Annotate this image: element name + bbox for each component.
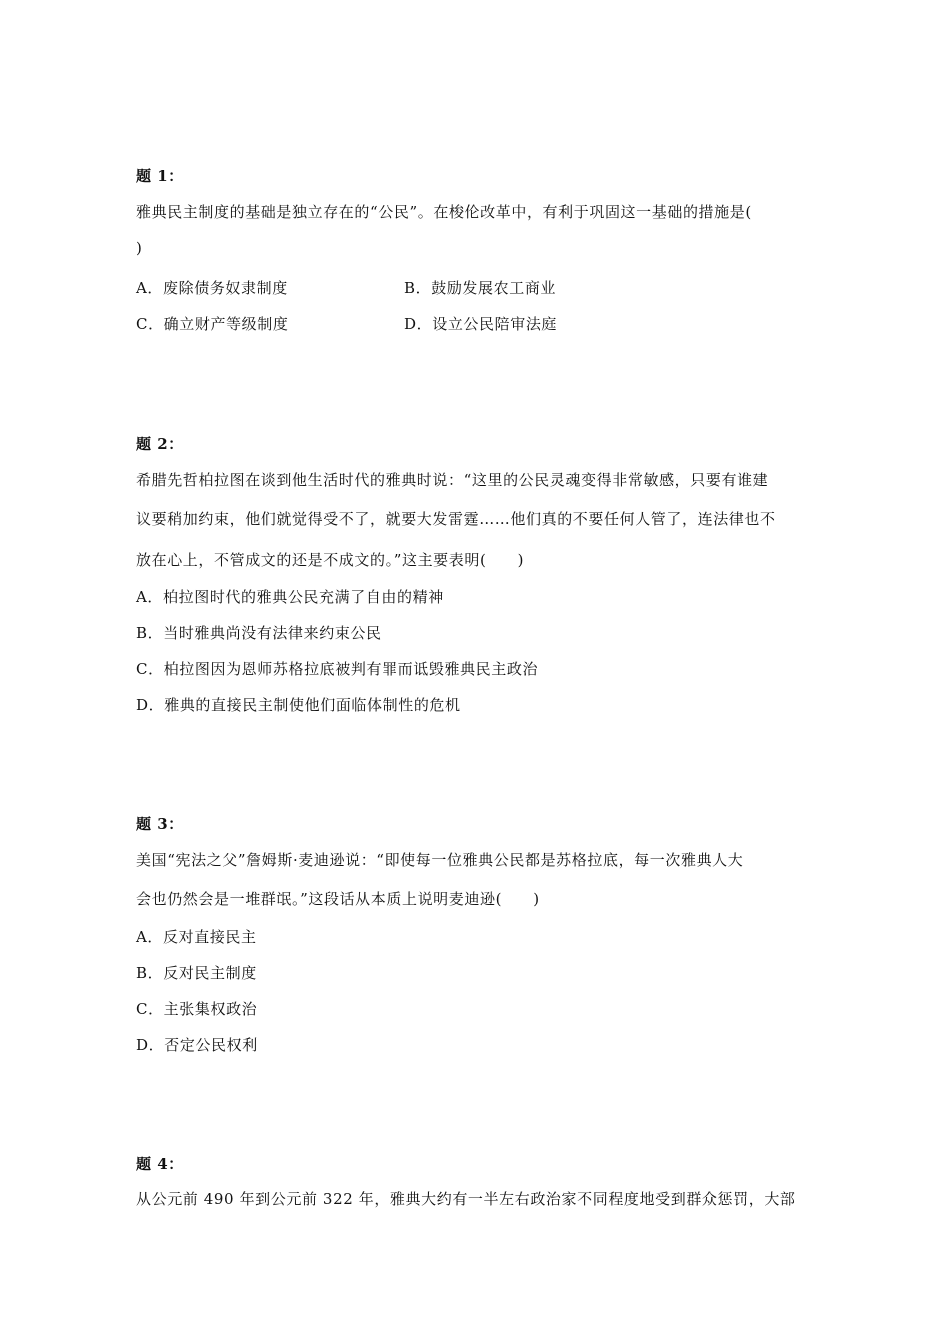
question-2-option-c: C．柏拉图因为恩师苏格拉底被判有罪而诋毁雅典民主政治 bbox=[136, 660, 539, 678]
question-3-title: 题 3： bbox=[136, 815, 184, 833]
question-2-option-b: B．当时雅典尚没有法律来约束公民 bbox=[136, 624, 382, 642]
question-3-option-d: D．否定公民权利 bbox=[136, 1036, 258, 1054]
question-3-stem-line-1: 美国“宪法之父”詹姆斯·麦迪逊说：“即使每一位雅典公民都是苏格拉底，每一次雅典人大 bbox=[136, 851, 744, 869]
question-3-stem-line-2: 会也仍然会是一堆群氓。”这段话从本质上说明麦迪逊( ) bbox=[136, 890, 540, 908]
question-3-option-b: B．反对民主制度 bbox=[136, 964, 257, 982]
question-2-stem-line-1: 希腊先哲柏拉图在谈到他生活时代的雅典时说：“这里的公民灵魂变得非常敏感，只要有谁建 bbox=[136, 471, 769, 489]
question-1-stem-line-1: 雅典民主制度的基础是独立存在的“公民”。在梭伦改革中，有利于巩固这一基础的措施是( bbox=[136, 203, 752, 221]
question-2-title: 题 2： bbox=[136, 435, 184, 453]
question-2-stem-line-2: 议要稍加约束，他们就觉得受不了，就要大发雷霆……他们真的不要任何人管了，连法律也不 bbox=[136, 510, 776, 528]
question-2-stem-line-3: 放在心上，不管成文的还是不成文的。”这主要表明( ) bbox=[136, 551, 525, 569]
question-1-title: 题 1： bbox=[136, 167, 184, 185]
question-1-stem-line-2: ) bbox=[136, 239, 143, 257]
question-1-option-d: D．设立公民陪审法庭 bbox=[404, 315, 558, 333]
question-1-option-b: B．鼓励发展农工商业 bbox=[404, 279, 557, 297]
question-3-option-a: A．反对直接民主 bbox=[136, 928, 257, 946]
question-1-option-c: C．确立财产等级制度 bbox=[136, 315, 289, 333]
question-2-option-a: A．柏拉图时代的雅典公民充满了自由的精神 bbox=[136, 588, 444, 606]
question-4-stem-line-1: 从公元前 490 年到公元前 322 年，雅典大约有一半左右政治家不同程度地受到群众惩罚，大部 bbox=[136, 1190, 796, 1208]
question-4-title: 题 4： bbox=[136, 1155, 184, 1173]
question-1-option-a: A．废除债务奴隶制度 bbox=[136, 279, 288, 297]
question-3-option-c: C．主张集权政治 bbox=[136, 1000, 258, 1018]
question-2-option-d: D．雅典的直接民主制使他们面临体制性的危机 bbox=[136, 696, 461, 714]
